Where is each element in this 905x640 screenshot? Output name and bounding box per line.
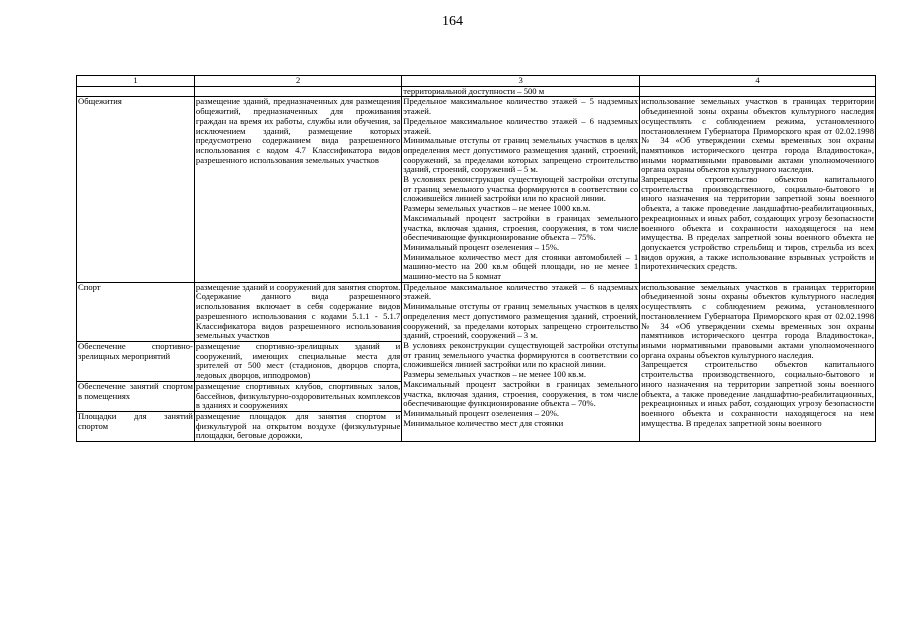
param-greenery: Минимальный процент озеленения – 20%.	[403, 407, 560, 418]
param-reconstruction: В условиях реконструкции существующей застройки отступы от границ земельного участка формируются в соответствии со сложившейся линией застройки или по красной линии.	[403, 339, 639, 370]
page-number: 164	[442, 14, 463, 29]
table-row-dorm	[77, 97, 876, 282]
permitted-use-cell: размещение площадок для занятия спортом и физкультурой на открытом воздухе (физкультурные площадки, беговые дорожки,	[195, 411, 401, 441]
permitted-use-cell	[194, 97, 401, 282]
zoning-table	[76, 75, 876, 442]
param-floors-5: Предельное максимальное количество этажей – 5 надземных этажей.	[403, 96, 639, 117]
param-coverage: Максимальный процент застройки в границах земельного участка, включая здания, строения, сооружения, в том числе обеспечивающие функционирование объекта – 75%.	[403, 212, 639, 243]
param-parking: Минимальное количество мест для стоянки автомобилей – 1 машино-место на 200 кв.м общей площади, но не менее 1 машино-место на 5 комнат	[403, 251, 639, 282]
table-row-sport	[77, 282, 876, 341]
permitted-use-cell: размещение спортивных клубов, спортивных залов, бассейнов, физкультурно-оздоровительных комплексов в зданиях и сооружениях	[195, 381, 401, 411]
row-name: Спорт	[77, 282, 195, 341]
row-name: Обеспечение занятий спортом в помещениях	[77, 381, 195, 411]
empty-cell	[194, 86, 401, 97]
param-floors-6: Предельное максимальное количество этажей – 6 надземных этажей.	[403, 115, 639, 136]
restriction-military: Запрещается строительство объектов капитального строительства производственного, социально-бытового и иного назначения на территории запретной зоны военного объекта, а также проведение ландшафтно-реабилитационных, рекреационных и иных работ, создающих угрозу безопасности военного объекта и сохранности находящегося на нем имущества. В пределах запретной зоны военного объекта не допускается устройство стрельбищ и тиров, стрельба из всех видов оружия, а также использование взрывных устройств и пиротехнических средств.	[641, 174, 874, 272]
param-setback: Минимальные отступы от границ земельных участков в целях определения мест допустимого размещения зданий, строений, сооружений, за пределами которых запрещено строительство зданий, строений, сооружений – 3 м.	[403, 301, 639, 341]
restrictions-cell	[640, 97, 876, 282]
header-col-2: 2	[194, 76, 401, 87]
param-plot-size: Размеры земельных участков – не менее 100 кв.м.	[403, 369, 586, 380]
param-greenery: Минимальный процент озеленения – 15%.	[403, 241, 560, 252]
parameters-cell	[402, 97, 640, 282]
restriction-heritage: использование земельных участков в границах территории объединенной зоны охраны объектов культурного наследия осуществлять с соблюдением режима, установленного постановлением Губернатора Приморского края от 02.02.1998 № 34 «Об утверждении схемы временных зон охраны памятников исторического центра города Владивостока», иными нормативными правовыми актами уполномоченного органа охраны объектов культурного наследия.	[641, 282, 874, 360]
header-row	[77, 76, 876, 87]
row-name: Общежития	[77, 97, 195, 282]
restriction-heritage: использование земельных участков в границах территории объединенной зоны охраны объектов культурного наследия осуществлять с соблюдением режима, установленного постановлением Губернатора Приморского края от 02.02.1998 № 34 «Об утверждении схемы временных зон охраны памятников исторического центра города Владивостока», иными нормативными правовыми актами уполномоченного органа охраны объектов культурного наследия.	[641, 96, 874, 175]
header-col-3: 3	[402, 76, 640, 87]
row-name: Площадки для занятий спортом	[77, 411, 195, 441]
row-name: Обеспечение спортивно-зрелищных мероприятий	[77, 341, 195, 381]
restriction-military: Запрещается строительство объектов капитального строительства производственного, социально-бытового и иного назначения на территории запретной зоны военного объекта, а также проведение ландшафтно-реабилитационных, рекреационных и иных работ, создающих угрозу безопасности военного объекта и сохранности находящегося на нем имущества. В пределах запретной зоны военного	[641, 359, 874, 428]
permitted-use-cell: размещение спортивно-зрелищных зданий и сооружений, имеющих специальные места для зрителей от 500 мест (стадионов, дворцов спорта, ледовых дворцов, ипподромов)	[195, 341, 401, 381]
param-coverage: Максимальный процент застройки в границах земельного участка, включая здания, строения, сооружения, в том числе обеспечивающие функционирование объекта – 70%.	[403, 378, 639, 409]
empty-cell	[640, 86, 876, 97]
param-parking: Минимальное количество мест для стоянки	[403, 417, 564, 428]
permitted-use-cell	[194, 282, 401, 341]
param-setback: Минимальные отступы от границ земельных участков в целях определения мест допустимого размещения зданий, строений, сооружений, за пределами которых запрещено строительство зданий, строений, сооружений – 5 м.	[403, 135, 639, 175]
param-floors-6: Предельное максимальное количество этажей – 6 надземных этажей.	[403, 282, 639, 302]
empty-cell	[77, 86, 195, 97]
header-col-4: 4	[640, 76, 876, 87]
header-col-1: 1	[77, 76, 195, 87]
param-reconstruction: В условиях реконструкции существующей застройки отступы от границ земельного участка формируются в соответствии со сложившейся линией застройки или по красной линии.	[403, 174, 639, 204]
permitted-use-text: размещение зданий и сооружений для занятия спортом. Содержание данного вида разрешенного использования включает в себя содержание видов разрешенного использования с кодами 5.1.1 - 5.1.7 Классификатора видов разрешенного использования земельных участков	[195, 282, 401, 341]
permitted-use-text: размещение зданий, предназначенных для размещения общежитий, предназначенных для проживания граждан на время их работы, службы или обучения, за исключением зданий, размещение которых предусмотрено содержанием вида разрешенного использования с кодом 4.7 Классификатора видов разрешенного использования земельных участков	[195, 96, 401, 165]
continuation-cell: территориальной доступности – 500 м	[402, 86, 640, 97]
restrictions-cell	[640, 282, 876, 441]
continuation-row	[77, 86, 876, 97]
param-plot-size: Размеры земельных участков – не менее 1000 кв.м.	[403, 203, 591, 214]
parameters-cell	[402, 282, 640, 441]
